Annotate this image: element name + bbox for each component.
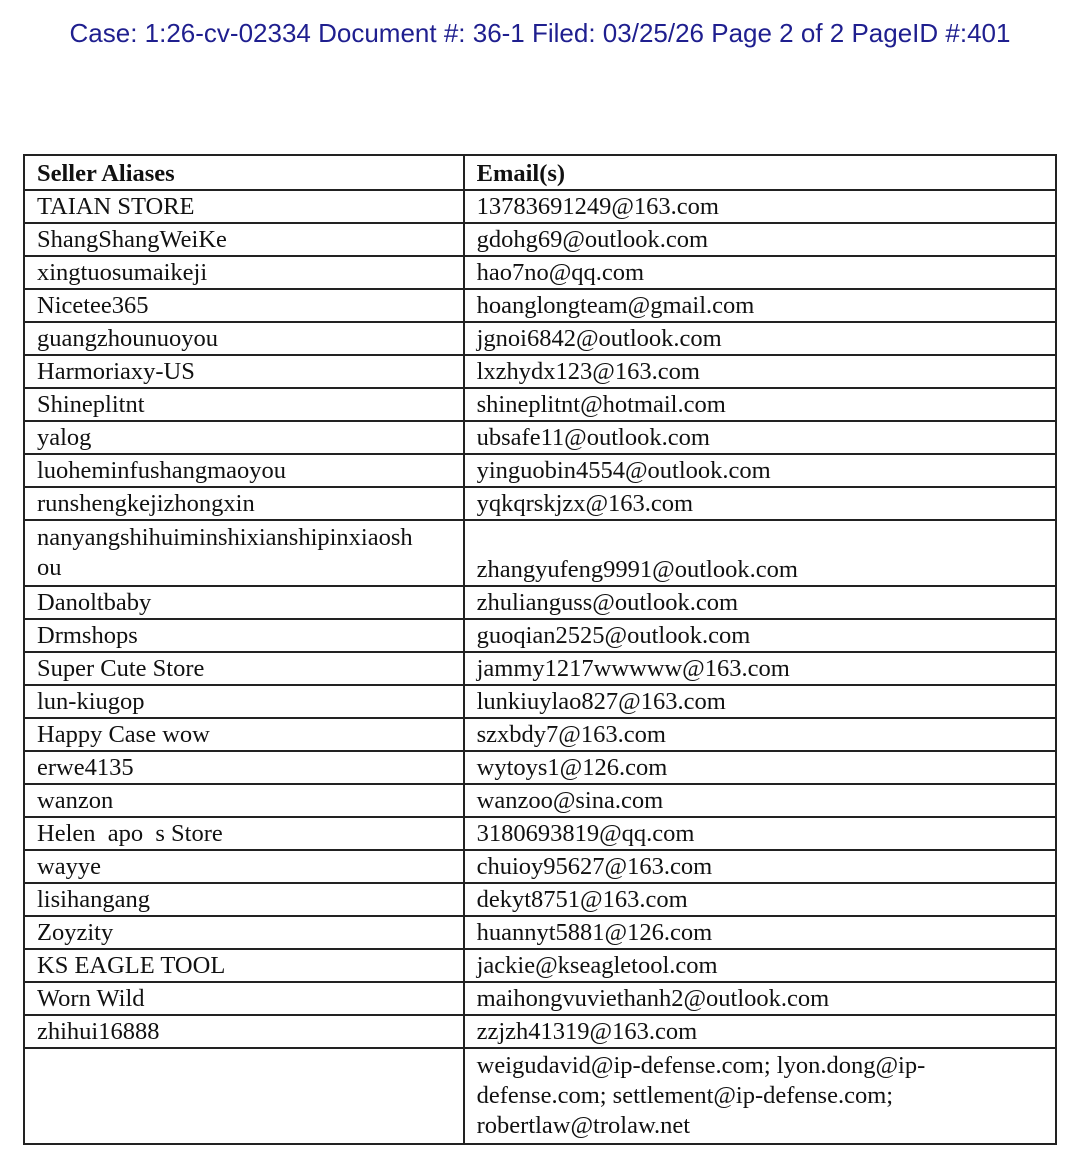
seller-email-table	[23, 154, 1057, 1145]
email-cell: jackie@kseagletool.com	[464, 949, 1056, 982]
email-cell: maihongvuviethanh2@outlook.com	[464, 982, 1056, 1015]
seller-alias-cell: TAIAN STORE	[24, 190, 464, 223]
seller-alias-cell: Helen apo s Store	[24, 817, 464, 850]
table-row	[24, 520, 1056, 586]
table-row	[24, 652, 1056, 685]
seller-alias-cell: zhihui16888	[24, 1015, 464, 1048]
seller-alias-cell: erwe4135	[24, 751, 464, 784]
table-row	[24, 817, 1056, 850]
seller-alias-line: nanyangshihuiminshixianshipinxiaosh	[37, 524, 413, 551]
email-cell: shineplitnt@hotmail.com	[464, 388, 1056, 421]
table-row	[24, 256, 1056, 289]
seller-alias-cell: lun-kiugop	[24, 685, 464, 718]
seller-alias-cell: ShangShangWeiKe	[24, 223, 464, 256]
column-header-seller-aliases: Seller Aliases	[24, 155, 464, 190]
seller-alias-cell-empty	[24, 1048, 464, 1144]
table-row	[24, 322, 1056, 355]
email-cell: dekyt8751@163.com	[464, 883, 1056, 916]
seller-alias-cell: Nicetee365	[24, 289, 464, 322]
table-row	[24, 916, 1056, 949]
email-cell: guoqian2525@outlook.com	[464, 619, 1056, 652]
seller-alias-cell: runshengkejizhongxin	[24, 487, 464, 520]
seller-alias-cell: xingtuosumaikeji	[24, 256, 464, 289]
table-row	[24, 784, 1056, 817]
seller-email-table-container	[23, 154, 1057, 1145]
table-row	[24, 223, 1056, 256]
email-cell: lunkiuylao827@163.com	[464, 685, 1056, 718]
email-cell: chuioy95627@163.com	[464, 850, 1056, 883]
email-cell: zhangyufeng9991@outlook.com	[464, 520, 1056, 586]
seller-alias-cell: Drmshops	[24, 619, 464, 652]
email-cell: yqkqrskjzx@163.com	[464, 487, 1056, 520]
seller-alias-cell: yalog	[24, 421, 464, 454]
table-row	[24, 751, 1056, 784]
table-header-row	[24, 155, 1056, 190]
email-cell: ubsafe11@outlook.com	[464, 421, 1056, 454]
email-cell: wanzoo@sina.com	[464, 784, 1056, 817]
seller-alias-cell: Super Cute Store	[24, 652, 464, 685]
email-line: weigudavid@ip-defense.com; lyon.dong@ip-	[476, 1052, 926, 1079]
email-cell: huannyt5881@126.com	[464, 916, 1056, 949]
table-row	[24, 586, 1056, 619]
email-cell: hao7no@qq.com	[464, 256, 1056, 289]
table-row	[24, 982, 1056, 1015]
seller-alias-cell: wayye	[24, 850, 464, 883]
seller-alias-cell: Happy Case wow	[24, 718, 464, 751]
email-cell: jammy1217wwwww@163.com	[464, 652, 1056, 685]
email-cell: 3180693819@qq.com	[464, 817, 1056, 850]
table-row	[24, 949, 1056, 982]
table-row	[24, 355, 1056, 388]
seller-alias-cell: Danoltbaby	[24, 586, 464, 619]
column-header-emails: Email(s)	[464, 155, 1056, 190]
email-cell: yinguobin4554@outlook.com	[464, 454, 1056, 487]
email-cell: zzjzh41319@163.com	[464, 1015, 1056, 1048]
email-cell: gdohg69@outlook.com	[464, 223, 1056, 256]
table-row	[24, 1015, 1056, 1048]
email-line: defense.com; settlement@ip-defense.com;	[476, 1082, 894, 1109]
table-row-unassigned-emails	[24, 1048, 1056, 1144]
seller-alias-cell: KS EAGLE TOOL	[24, 949, 464, 982]
table-row	[24, 454, 1056, 487]
seller-alias-cell: Harmoriaxy-US	[24, 355, 464, 388]
seller-alias-cell: guangzhounuoyou	[24, 322, 464, 355]
table-row	[24, 685, 1056, 718]
seller-alias-cell: lisihangang	[24, 883, 464, 916]
email-cell: wytoys1@126.com	[464, 751, 1056, 784]
table-body	[24, 190, 1056, 1144]
seller-alias-cell: Worn Wild	[24, 982, 464, 1015]
table-row	[24, 850, 1056, 883]
table-row	[24, 289, 1056, 322]
table-row	[24, 883, 1056, 916]
table-row	[24, 619, 1056, 652]
email-cell: szxbdy7@163.com	[464, 718, 1056, 751]
table-row	[24, 718, 1056, 751]
email-cell: 13783691249@163.com	[464, 190, 1056, 223]
case-header: Case: 1:26-cv-02334 Document #: 36-1 Filed: 03/25/26 Page 2 of 2 PageID #:401	[69, 18, 1011, 48]
email-line: robertlaw@trolaw.net	[476, 1112, 691, 1139]
table-row	[24, 487, 1056, 520]
email-cell: lxzhydx123@163.com	[464, 355, 1056, 388]
email-cell: hoanglongteam@gmail.com	[464, 289, 1056, 322]
email-cell: jgnoi6842@outlook.com	[464, 322, 1056, 355]
table-row	[24, 190, 1056, 223]
seller-alias-line: ou	[37, 554, 62, 581]
email-cell-multiple	[464, 1048, 1056, 1144]
email-cell: zhulianguss@outlook.com	[464, 586, 1056, 619]
table-row	[24, 388, 1056, 421]
seller-alias-cell: Shineplitnt	[24, 388, 464, 421]
seller-alias-cell: luoheminfushangmaoyou	[24, 454, 464, 487]
seller-alias-cell: wanzon	[24, 784, 464, 817]
seller-alias-cell	[24, 520, 464, 586]
seller-alias-cell: Zoyzity	[24, 916, 464, 949]
table-row	[24, 421, 1056, 454]
